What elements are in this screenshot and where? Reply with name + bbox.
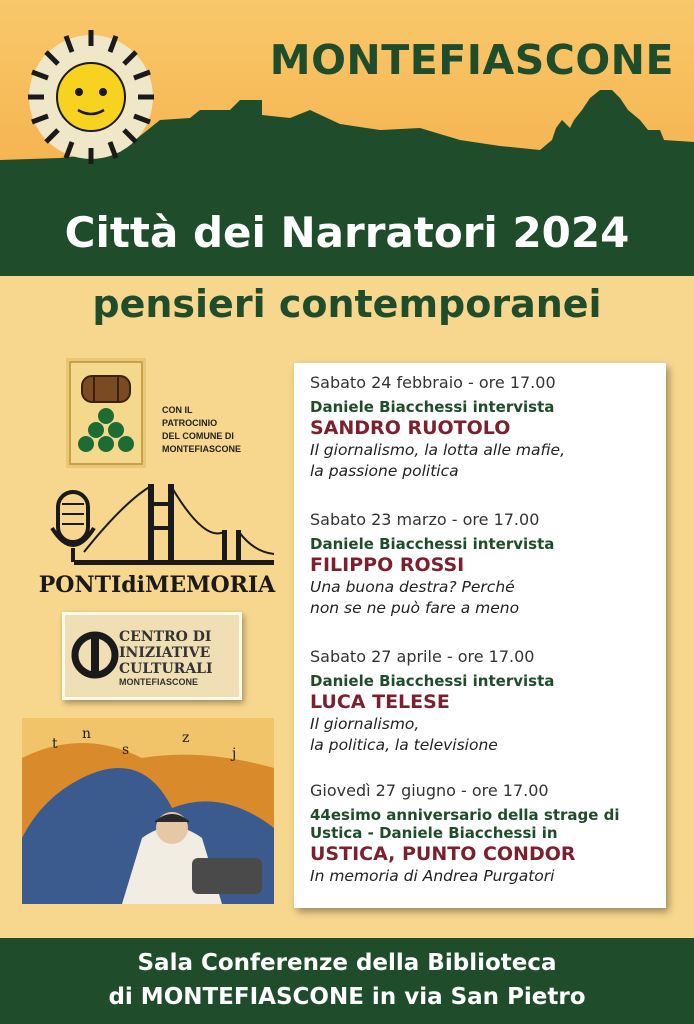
svg-text:s: s bbox=[122, 742, 130, 758]
event-3 bbox=[310, 647, 656, 756]
event-date: Sabato 24 febbraio - ore 17.00 bbox=[310, 373, 556, 392]
event-date: Giovedì 27 giugno - ore 17.00 bbox=[310, 781, 549, 800]
event-guest: SANDRO RUOTOLO bbox=[310, 417, 511, 439]
centro-name: CENTRO DI INIZIATIVE CULTURALI bbox=[119, 629, 213, 677]
event-1 bbox=[310, 373, 656, 482]
event-date: Sabato 27 aprile - ore 17.00 bbox=[310, 647, 535, 666]
event-host: Daniele Biacchessi intervista bbox=[310, 398, 555, 416]
event-topic: Una buona destra? Perché non se ne può fare a meno bbox=[310, 578, 520, 617]
event-guest: LUCA TELESE bbox=[310, 691, 450, 713]
centro-town: MONTEFIASCONE bbox=[119, 677, 199, 687]
events-panel bbox=[294, 363, 666, 908]
svg-text:z: z bbox=[182, 730, 190, 746]
typewriter-illustration bbox=[22, 718, 274, 904]
festival-subtitle: pensieri contemporanei bbox=[92, 282, 602, 326]
ponti-di-memoria-logo-text: PONTIdiMEMORIA bbox=[38, 572, 276, 598]
patronage-text: CON IL PATROCINIO DEL COMUNE DI MONTEFIASCONE bbox=[162, 405, 242, 454]
town-title: MONTEFIASCONE bbox=[269, 36, 674, 84]
svg-text:n: n bbox=[82, 726, 92, 742]
event-guest: FILIPPO ROSSI bbox=[310, 554, 465, 576]
svg-text:t: t bbox=[52, 736, 58, 752]
venue-line-1: Sala Conferenze della Biblioteca bbox=[137, 950, 557, 976]
event-guest: USTICA, PUNTO CONDOR bbox=[310, 843, 576, 865]
centro-iniziative-logo bbox=[62, 612, 242, 700]
event-topic: Il giornalismo, la lotta alle mafie, la passione politica bbox=[310, 441, 566, 480]
event-topic: Il giornalismo, la politica, la televisione bbox=[310, 715, 498, 754]
event-host: Daniele Biacchessi intervista bbox=[310, 672, 555, 690]
footer-band bbox=[0, 938, 694, 1024]
sun-logo-icon bbox=[26, 22, 156, 172]
event-host: Daniele Biacchessi intervista bbox=[310, 535, 555, 553]
festival-title: Città dei Narratori 2024 bbox=[64, 208, 630, 257]
venue-line-2: di MONTEFIASCONE in via San Pietro bbox=[108, 984, 586, 1010]
event-2 bbox=[310, 510, 656, 619]
event-host: 44esimo anniversario della strage di Ustica - Daniele Biacchessi in bbox=[310, 806, 620, 842]
event-4 bbox=[310, 781, 656, 887]
coat-of-arms-icon bbox=[66, 358, 146, 468]
svg-text:j: j bbox=[232, 746, 237, 762]
ci-monogram-icon bbox=[69, 617, 119, 697]
event-topic: In memoria di Andrea Purgatori bbox=[310, 867, 555, 885]
event-date: Sabato 23 marzo - ore 17.00 bbox=[310, 510, 540, 529]
